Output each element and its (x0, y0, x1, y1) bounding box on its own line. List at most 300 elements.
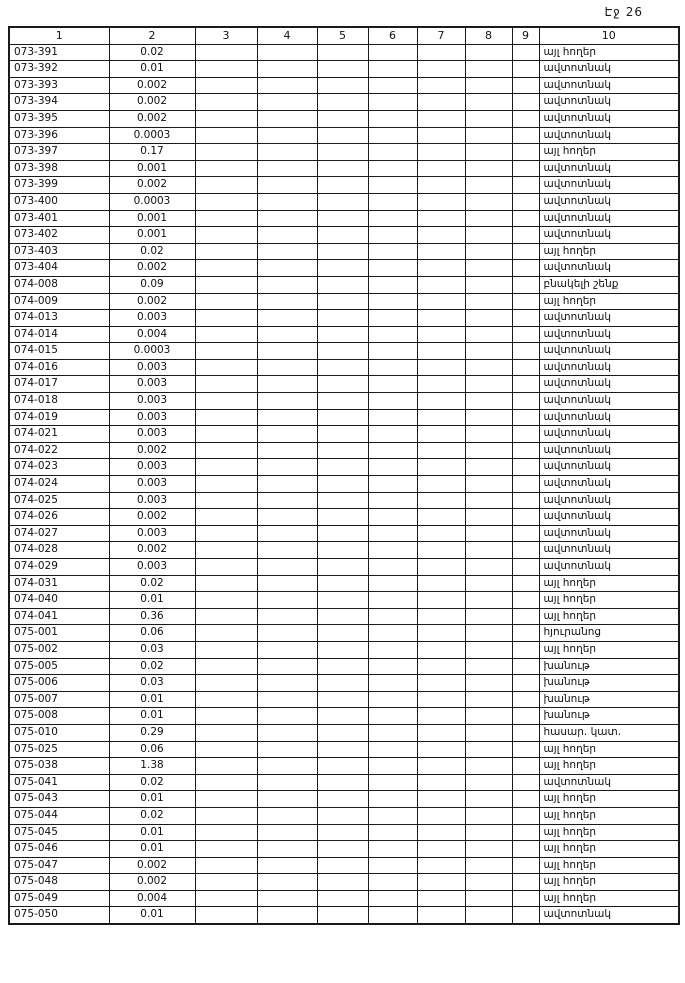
cell-empty (257, 326, 317, 343)
cell-empty (465, 177, 512, 194)
table-row (9, 525, 679, 542)
cell-empty (512, 310, 539, 327)
table-body (9, 44, 679, 924)
cell-empty (257, 210, 317, 227)
table-row (9, 243, 679, 260)
cell-empty (195, 791, 257, 808)
cell-empty (368, 608, 417, 625)
cell-code: 075-010 (9, 724, 109, 741)
cell-empty (417, 625, 465, 642)
cell-label: այլ հողեր (539, 243, 679, 260)
cell-code: 073-397 (9, 144, 109, 161)
cell-empty (512, 625, 539, 642)
cell-empty (257, 310, 317, 327)
cell-empty (257, 61, 317, 78)
table-row (9, 741, 679, 758)
cell-empty (317, 393, 368, 410)
cell-empty (465, 243, 512, 260)
cell-empty (417, 774, 465, 791)
table-row (9, 658, 679, 675)
cell-empty (368, 874, 417, 891)
cell-empty (195, 77, 257, 94)
cell-empty (195, 61, 257, 78)
cell-empty (317, 559, 368, 576)
cell-value: 0.03 (109, 641, 195, 658)
cell-empty (368, 641, 417, 658)
cell-empty (512, 658, 539, 675)
cell-code: 075-008 (9, 708, 109, 725)
cell-empty (417, 592, 465, 609)
cell-empty (317, 210, 368, 227)
cell-empty (417, 824, 465, 841)
cell-value: 0.0003 (109, 193, 195, 210)
cell-empty (195, 907, 257, 924)
cell-empty (417, 559, 465, 576)
cell-value: 0.02 (109, 807, 195, 824)
cell-value: 0.02 (109, 774, 195, 791)
cell-empty (317, 160, 368, 177)
cell-empty (317, 774, 368, 791)
cell-empty (195, 393, 257, 410)
cell-empty (195, 492, 257, 509)
cell-empty (512, 376, 539, 393)
cell-empty (257, 675, 317, 692)
cell-code: 074-041 (9, 608, 109, 625)
cell-empty (417, 376, 465, 393)
cell-empty (465, 874, 512, 891)
cell-empty (257, 741, 317, 758)
cell-empty (417, 724, 465, 741)
cell-empty (257, 359, 317, 376)
cell-empty (368, 127, 417, 144)
cell-value: 0.0003 (109, 343, 195, 360)
cell-label: ավտոտնակ (539, 127, 679, 144)
cell-empty (368, 442, 417, 459)
cell-empty (368, 293, 417, 310)
column-header-1: 1 (9, 27, 109, 44)
cell-empty (512, 343, 539, 360)
cell-empty (317, 691, 368, 708)
cell-empty (512, 160, 539, 177)
cell-code: 075-049 (9, 890, 109, 907)
cell-empty (195, 409, 257, 426)
table-row (9, 293, 679, 310)
cell-empty (257, 758, 317, 775)
cell-empty (512, 575, 539, 592)
cell-value: 0.003 (109, 525, 195, 542)
cell-value: 0.002 (109, 509, 195, 526)
cell-empty (257, 857, 317, 874)
cell-empty (512, 193, 539, 210)
cell-empty (417, 343, 465, 360)
cell-empty (195, 708, 257, 725)
cell-empty (317, 791, 368, 808)
cell-value: 0.003 (109, 310, 195, 327)
cell-empty (417, 492, 465, 509)
cell-empty (368, 343, 417, 360)
cell-empty (465, 210, 512, 227)
cell-empty (195, 741, 257, 758)
cell-empty (257, 559, 317, 576)
cell-empty (512, 227, 539, 244)
cell-empty (368, 326, 417, 343)
cell-label: խանութ (539, 691, 679, 708)
table-row (9, 559, 679, 576)
table-row (9, 824, 679, 841)
cell-empty (465, 476, 512, 493)
table-row (9, 193, 679, 210)
cell-empty (195, 376, 257, 393)
cell-value: 0.002 (109, 874, 195, 891)
cell-empty (512, 907, 539, 924)
cell-empty (368, 459, 417, 476)
cell-value: 0.003 (109, 376, 195, 393)
cell-value: 0.09 (109, 276, 195, 293)
cell-value: 0.002 (109, 177, 195, 194)
cell-empty (512, 758, 539, 775)
cell-empty (465, 310, 512, 327)
cell-code: 075-045 (9, 824, 109, 841)
table-row (9, 509, 679, 526)
cell-label: այլ հողեր (539, 144, 679, 161)
cell-code: 074-009 (9, 293, 109, 310)
cell-value: 1.38 (109, 758, 195, 775)
cell-empty (368, 61, 417, 78)
cell-empty (257, 177, 317, 194)
cell-label: այլ հողեր (539, 608, 679, 625)
cell-value: 0.01 (109, 907, 195, 924)
cell-empty (417, 525, 465, 542)
cell-empty (512, 77, 539, 94)
cell-empty (317, 758, 368, 775)
cell-empty (317, 310, 368, 327)
table-row (9, 542, 679, 559)
cell-empty (317, 293, 368, 310)
cell-empty (368, 310, 417, 327)
cell-empty (317, 276, 368, 293)
cell-empty (257, 193, 317, 210)
cell-value: 0.002 (109, 110, 195, 127)
cell-empty (368, 243, 417, 260)
cell-empty (195, 127, 257, 144)
cell-empty (512, 641, 539, 658)
cell-empty (257, 807, 317, 824)
cell-value: 0.003 (109, 393, 195, 410)
cell-empty (465, 426, 512, 443)
cell-empty (195, 841, 257, 858)
table-row (9, 77, 679, 94)
cell-code: 074-023 (9, 459, 109, 476)
cell-empty (417, 874, 465, 891)
table-row (9, 376, 679, 393)
cell-empty (417, 608, 465, 625)
cell-empty (257, 160, 317, 177)
table-row (9, 44, 679, 61)
cell-empty (257, 77, 317, 94)
cell-empty (257, 243, 317, 260)
cell-empty (417, 890, 465, 907)
cell-code: 074-024 (9, 476, 109, 493)
cell-code: 073-400 (9, 193, 109, 210)
cell-empty (317, 841, 368, 858)
cell-code: 074-018 (9, 393, 109, 410)
cell-empty (512, 675, 539, 692)
cell-empty (417, 426, 465, 443)
cell-empty (317, 807, 368, 824)
cell-empty (257, 343, 317, 360)
cell-empty (368, 276, 417, 293)
cell-value: 0.02 (109, 44, 195, 61)
cell-empty (368, 691, 417, 708)
cell-empty (257, 492, 317, 509)
cell-code: 073-395 (9, 110, 109, 127)
cell-label: ավտոտնակ (539, 94, 679, 111)
cell-label: ավտոտնակ (539, 492, 679, 509)
cell-empty (417, 708, 465, 725)
cell-empty (417, 127, 465, 144)
cell-empty (317, 459, 368, 476)
column-header-10: 10 (539, 27, 679, 44)
cell-empty (257, 509, 317, 526)
cell-code: 074-008 (9, 276, 109, 293)
cell-empty (512, 326, 539, 343)
cell-empty (465, 409, 512, 426)
cell-empty (257, 724, 317, 741)
cell-empty (512, 177, 539, 194)
column-header-7: 7 (417, 27, 465, 44)
cell-empty (512, 459, 539, 476)
cell-empty (465, 492, 512, 509)
cell-empty (317, 326, 368, 343)
cell-empty (195, 144, 257, 161)
cell-code: 074-027 (9, 525, 109, 542)
cell-empty (417, 243, 465, 260)
cell-empty (195, 857, 257, 874)
cell-empty (317, 193, 368, 210)
cell-empty (465, 890, 512, 907)
cell-label: ավտոտնակ (539, 160, 679, 177)
cell-empty (257, 641, 317, 658)
table-row (9, 774, 679, 791)
table-row (9, 393, 679, 410)
cell-label: այլ հողեր (539, 857, 679, 874)
table-row (9, 276, 679, 293)
cell-label: այլ հողեր (539, 758, 679, 775)
cell-label: ավտոտնակ (539, 376, 679, 393)
cell-empty (257, 874, 317, 891)
table-row (9, 359, 679, 376)
cell-empty (317, 890, 368, 907)
cell-label: խանութ (539, 708, 679, 725)
cell-empty (417, 276, 465, 293)
cell-empty (465, 625, 512, 642)
cell-empty (417, 575, 465, 592)
cell-empty (465, 791, 512, 808)
table-row (9, 409, 679, 426)
cell-empty (512, 841, 539, 858)
cell-code: 073-404 (9, 260, 109, 277)
cell-code: 075-041 (9, 774, 109, 791)
cell-empty (195, 724, 257, 741)
cell-empty (512, 426, 539, 443)
cell-empty (195, 476, 257, 493)
table-row (9, 857, 679, 874)
cell-value: 0.003 (109, 476, 195, 493)
cell-empty (512, 890, 539, 907)
cell-empty (465, 708, 512, 725)
cell-empty (195, 559, 257, 576)
cell-empty (257, 708, 317, 725)
cell-empty (257, 774, 317, 791)
header-row (9, 27, 679, 44)
cell-empty (368, 177, 417, 194)
cell-label: ավտոտնակ (539, 110, 679, 127)
cell-empty (512, 708, 539, 725)
cell-label: այլ հողեր (539, 824, 679, 841)
cell-empty (417, 144, 465, 161)
cell-empty (257, 127, 317, 144)
cell-empty (417, 77, 465, 94)
cell-empty (195, 442, 257, 459)
table-row (9, 675, 679, 692)
cell-empty (417, 442, 465, 459)
cell-code: 074-025 (9, 492, 109, 509)
cell-empty (368, 741, 417, 758)
cell-code: 074-015 (9, 343, 109, 360)
cell-code: 074-014 (9, 326, 109, 343)
cell-label: այլ հողեր (539, 874, 679, 891)
cell-empty (317, 525, 368, 542)
cell-empty (417, 542, 465, 559)
cell-label: ավտոտնակ (539, 310, 679, 327)
cell-code: 075-002 (9, 641, 109, 658)
cell-empty (317, 243, 368, 260)
cell-empty (465, 343, 512, 360)
cell-value: 0.36 (109, 608, 195, 625)
cell-empty (368, 476, 417, 493)
cell-empty (195, 525, 257, 542)
cell-empty (465, 907, 512, 924)
cell-label: ավտոտնակ (539, 774, 679, 791)
cell-value: 0.001 (109, 160, 195, 177)
cell-empty (195, 210, 257, 227)
cell-empty (465, 144, 512, 161)
cell-code: 074-017 (9, 376, 109, 393)
cell-empty (195, 758, 257, 775)
table-row (9, 708, 679, 725)
cell-empty (417, 227, 465, 244)
column-header-3: 3 (195, 27, 257, 44)
cell-label: ավտոտնակ (539, 260, 679, 277)
cell-code: 075-048 (9, 874, 109, 891)
column-header-4: 4 (257, 27, 317, 44)
cell-value: 0.29 (109, 724, 195, 741)
cell-empty (317, 110, 368, 127)
cell-label: ավտոտնակ (539, 542, 679, 559)
cell-empty (512, 409, 539, 426)
cell-value: 0.001 (109, 210, 195, 227)
cell-empty (195, 426, 257, 443)
cell-empty (465, 227, 512, 244)
cell-label: ավտոտնակ (539, 509, 679, 526)
cell-empty (257, 293, 317, 310)
cell-code: 073-402 (9, 227, 109, 244)
cell-empty (368, 94, 417, 111)
cell-empty (417, 310, 465, 327)
table-row (9, 807, 679, 824)
cell-empty (317, 61, 368, 78)
cell-empty (465, 326, 512, 343)
cell-empty (195, 293, 257, 310)
cell-value: 0.01 (109, 824, 195, 841)
cell-empty (417, 160, 465, 177)
cell-empty (465, 857, 512, 874)
table-row (9, 575, 679, 592)
cell-empty (417, 658, 465, 675)
cell-empty (465, 393, 512, 410)
cell-empty (317, 625, 368, 642)
cell-code: 075-006 (9, 675, 109, 692)
cell-empty (465, 691, 512, 708)
cell-empty (417, 476, 465, 493)
cell-value: 0.003 (109, 459, 195, 476)
cell-empty (317, 127, 368, 144)
cell-empty (317, 542, 368, 559)
cell-value: 0.02 (109, 658, 195, 675)
table-row (9, 476, 679, 493)
cell-empty (257, 608, 317, 625)
table-row (9, 625, 679, 642)
cell-empty (512, 442, 539, 459)
cell-empty (465, 774, 512, 791)
cell-empty (465, 592, 512, 609)
cell-label: ավտոտնակ (539, 227, 679, 244)
cell-empty (465, 724, 512, 741)
cell-empty (368, 409, 417, 426)
cell-empty (512, 509, 539, 526)
cell-code: 074-022 (9, 442, 109, 459)
cell-empty (465, 758, 512, 775)
cell-empty (465, 127, 512, 144)
cell-label: ավտոտնակ (539, 525, 679, 542)
cell-empty (257, 542, 317, 559)
cell-label: ավտոտնակ (539, 359, 679, 376)
table-row (9, 758, 679, 775)
cell-empty (368, 857, 417, 874)
cell-code: 075-005 (9, 658, 109, 675)
table-row (9, 890, 679, 907)
cell-empty (465, 110, 512, 127)
column-header-6: 6 (368, 27, 417, 44)
cell-empty (368, 509, 417, 526)
cell-label: ավտոտնակ (539, 326, 679, 343)
cell-empty (195, 774, 257, 791)
cell-code: 073-392 (9, 61, 109, 78)
cell-empty (465, 807, 512, 824)
cell-label: այլ հողեր (539, 641, 679, 658)
cell-empty (195, 608, 257, 625)
cell-empty (195, 459, 257, 476)
cell-empty (368, 492, 417, 509)
cell-code: 073-391 (9, 44, 109, 61)
cell-empty (257, 376, 317, 393)
cell-empty (512, 525, 539, 542)
cell-empty (465, 260, 512, 277)
cell-empty (195, 110, 257, 127)
cell-value: 0.002 (109, 260, 195, 277)
cell-empty (512, 110, 539, 127)
cell-code: 073-394 (9, 94, 109, 111)
